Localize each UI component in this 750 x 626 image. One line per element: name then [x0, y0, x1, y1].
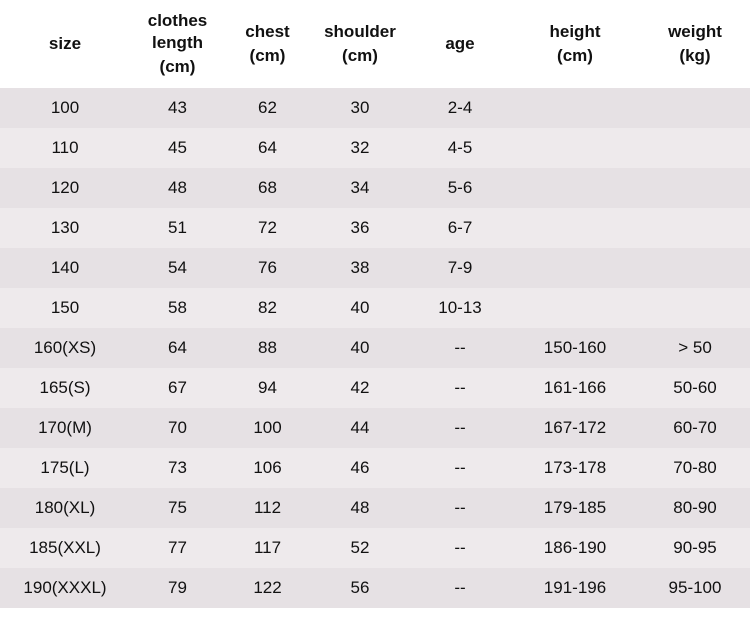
table-cell: 34	[350, 178, 370, 197]
table-row	[0, 528, 750, 568]
table-cell	[510, 128, 640, 168]
cell-size: 150	[50, 298, 80, 317]
cell-size: 175(L)	[40, 458, 90, 477]
table-row	[0, 568, 750, 608]
table-cell: 150-160	[543, 338, 607, 357]
table-header	[0, 0, 750, 88]
cell-size: 170(M)	[38, 418, 92, 437]
cell-size: 140	[50, 258, 80, 277]
table-row	[0, 488, 750, 528]
header-unit: (cm)	[249, 46, 286, 65]
table-cell	[640, 128, 750, 168]
table-cell: 77	[168, 538, 187, 557]
cell-size: 165(S)	[39, 378, 91, 397]
table-cell: 56	[350, 578, 370, 597]
table-cell: 70-80	[673, 458, 717, 477]
table-cell: 58	[168, 298, 187, 317]
table-cell	[510, 88, 640, 128]
header-label: weight	[668, 21, 722, 41]
table-cell: 48	[168, 178, 187, 197]
table-cell: 117	[253, 538, 282, 557]
table-cell: 173-178	[543, 458, 607, 477]
table-cell: 30	[350, 98, 370, 117]
column-header-size	[0, 0, 130, 88]
table-row	[0, 288, 750, 328]
table-cell	[640, 88, 750, 128]
table-cell	[510, 288, 640, 328]
table-cell: 179-185	[543, 498, 607, 517]
table-cell: 45	[168, 138, 187, 157]
table-cell: 32	[350, 138, 370, 157]
table-cell: 88	[258, 338, 277, 357]
table-cell: 38	[350, 258, 370, 277]
table-cell: 64	[258, 138, 277, 157]
table-row	[0, 248, 750, 288]
header-label: size	[48, 33, 82, 53]
table-cell: 40	[350, 298, 370, 317]
cell-size: 190(XXXL)	[23, 578, 107, 597]
table-cell: 95-100	[668, 578, 722, 597]
table-cell: 67	[168, 378, 187, 397]
header-label: clothes length	[147, 10, 208, 52]
table-row	[0, 408, 750, 448]
table-cell: --	[454, 378, 466, 397]
cell-size: 160(XS)	[33, 338, 97, 357]
table-cell: 72	[258, 218, 277, 237]
cell-size: 130	[50, 218, 80, 237]
table-cell: 50-60	[673, 378, 717, 397]
table-cell: 7-9	[447, 258, 473, 277]
table-cell: 100	[253, 418, 282, 437]
table-cell: 43	[168, 98, 187, 117]
table-cell: 80-90	[673, 498, 717, 517]
table-cell: 44	[350, 418, 370, 437]
header-label: age	[445, 33, 475, 53]
header-row	[0, 0, 750, 88]
table-cell: 52	[350, 538, 370, 557]
table-cell: 54	[168, 258, 187, 277]
table-cell	[640, 208, 750, 248]
table-cell: 112	[253, 498, 282, 517]
table-cell: 191-196	[543, 578, 607, 597]
table-cell: 10-13	[438, 298, 482, 317]
table-row	[0, 208, 750, 248]
table-body	[0, 88, 750, 608]
table-cell: 64	[168, 338, 187, 357]
cell-size: 185(XXL)	[29, 538, 101, 557]
table-cell: 82	[258, 298, 277, 317]
column-header-weight	[640, 0, 750, 88]
table-row	[0, 88, 750, 128]
table-cell: 122	[253, 578, 282, 597]
table-cell: 2-4	[447, 98, 473, 117]
table-cell: 4-5	[447, 138, 473, 157]
cell-size: 120	[50, 178, 80, 197]
cell-size: 110	[51, 138, 79, 157]
table-cell: 40	[350, 338, 370, 357]
table-cell: --	[454, 458, 466, 477]
table-cell: 5-6	[447, 178, 473, 197]
table-cell: 51	[168, 218, 187, 237]
column-header-shoulder	[310, 0, 410, 88]
table-row	[0, 328, 750, 368]
table-cell: 46	[350, 458, 370, 477]
table-row	[0, 368, 750, 408]
table-cell	[640, 288, 750, 328]
table-cell: 76	[258, 258, 277, 277]
column-header-clothes-length	[130, 0, 225, 88]
table-cell: 70	[168, 418, 187, 437]
header-unit: (cm)	[159, 57, 196, 77]
cell-size: 180(XL)	[34, 498, 96, 517]
table-cell	[640, 248, 750, 288]
table-cell: 106	[253, 458, 282, 477]
table-cell: 42	[350, 378, 370, 397]
table-cell: 161-166	[543, 378, 607, 397]
table-cell: 6-7	[447, 218, 473, 237]
column-header-chest	[225, 0, 310, 88]
table-row	[0, 448, 750, 488]
table-cell: 68	[258, 178, 277, 197]
table-cell: --	[454, 418, 466, 437]
table-cell: 94	[258, 378, 277, 397]
table-row	[0, 168, 750, 208]
table-cell: 36	[350, 218, 370, 237]
header-label: height	[549, 21, 601, 41]
table-cell: 79	[168, 578, 187, 597]
header-unit: (cm)	[557, 46, 593, 65]
table-cell: 48	[350, 498, 370, 517]
header-unit: (kg)	[679, 46, 711, 65]
column-header-height	[510, 0, 640, 88]
table-cell: 75	[168, 498, 187, 517]
bottom-strip	[0, 608, 750, 626]
table-cell	[510, 248, 640, 288]
header-label: shoulder	[324, 21, 396, 41]
table-cell	[510, 208, 640, 248]
table-cell: 90-95	[673, 538, 717, 557]
column-header-age	[410, 0, 510, 88]
table-cell: --	[454, 338, 466, 357]
header-unit: (cm)	[342, 46, 378, 65]
table-cell: 73	[168, 458, 187, 477]
table-cell: --	[454, 578, 466, 597]
table-cell: 60-70	[673, 418, 717, 437]
table-cell: 62	[258, 98, 277, 117]
table-cell: 186-190	[543, 538, 607, 557]
table-cell: 167-172	[543, 418, 607, 437]
table-cell: --	[454, 538, 466, 557]
header-label: chest	[245, 21, 290, 41]
cell-size: 100	[50, 98, 80, 117]
table-cell	[640, 168, 750, 208]
table-cell: > 50	[678, 338, 712, 357]
table-cell: --	[454, 498, 466, 517]
table-cell	[510, 168, 640, 208]
table-row	[0, 128, 750, 168]
